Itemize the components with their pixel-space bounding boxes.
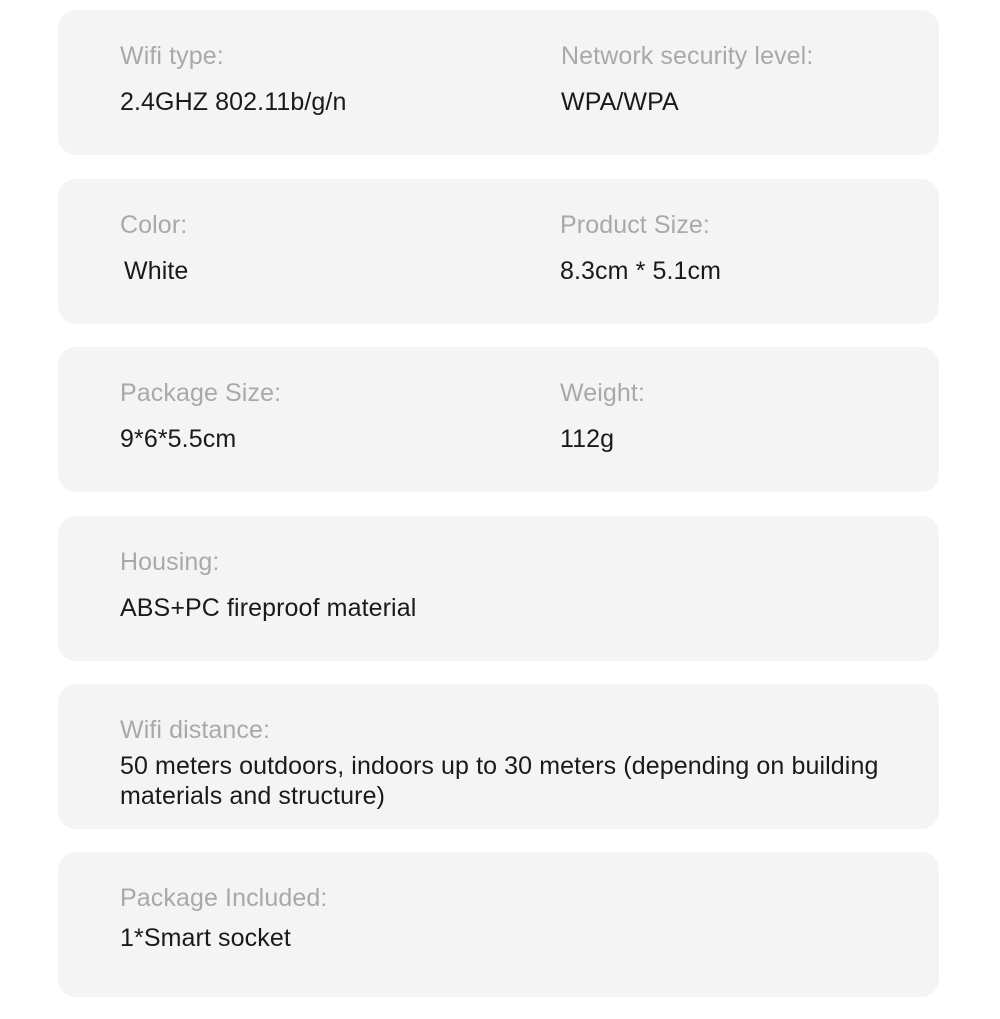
- spec-label: Housing:: [120, 548, 220, 576]
- spec-label: Wifi type:: [120, 42, 224, 70]
- spec-label: Wifi distance:: [120, 716, 271, 744]
- spec-label: Package Included:: [120, 884, 328, 912]
- spec-value: 112g: [560, 425, 615, 453]
- spec-card-wifi: [58, 10, 939, 155]
- spec-value: 8.3cm * 5.1cm: [560, 257, 722, 285]
- spec-card-package: [58, 347, 939, 492]
- spec-label: Network security level:: [561, 42, 814, 70]
- spec-label: Color:: [120, 211, 188, 239]
- spec-value: WPA/WPA: [561, 88, 679, 116]
- spec-card-package-included: [58, 852, 939, 997]
- spec-label: Product Size:: [560, 211, 710, 239]
- spec-value: 1*Smart socket: [120, 924, 291, 952]
- spec-value: 50 meters outdoors, indoors up to 30 meters (depending on building materials and structure): [120, 752, 879, 810]
- spec-card-housing: [58, 516, 939, 661]
- spec-value: White: [124, 257, 189, 285]
- spec-value: ABS+PC fireproof material: [120, 594, 417, 622]
- spec-label: Package Size:: [120, 379, 282, 407]
- spec-card-appearance: [58, 179, 939, 324]
- spec-label: Weight:: [560, 379, 646, 407]
- spec-value: 9*6*5.5cm: [120, 425, 237, 453]
- spec-card-wifi-distance: [58, 684, 939, 829]
- spec-value: 2.4GHZ 802.11b/g/n: [120, 88, 347, 116]
